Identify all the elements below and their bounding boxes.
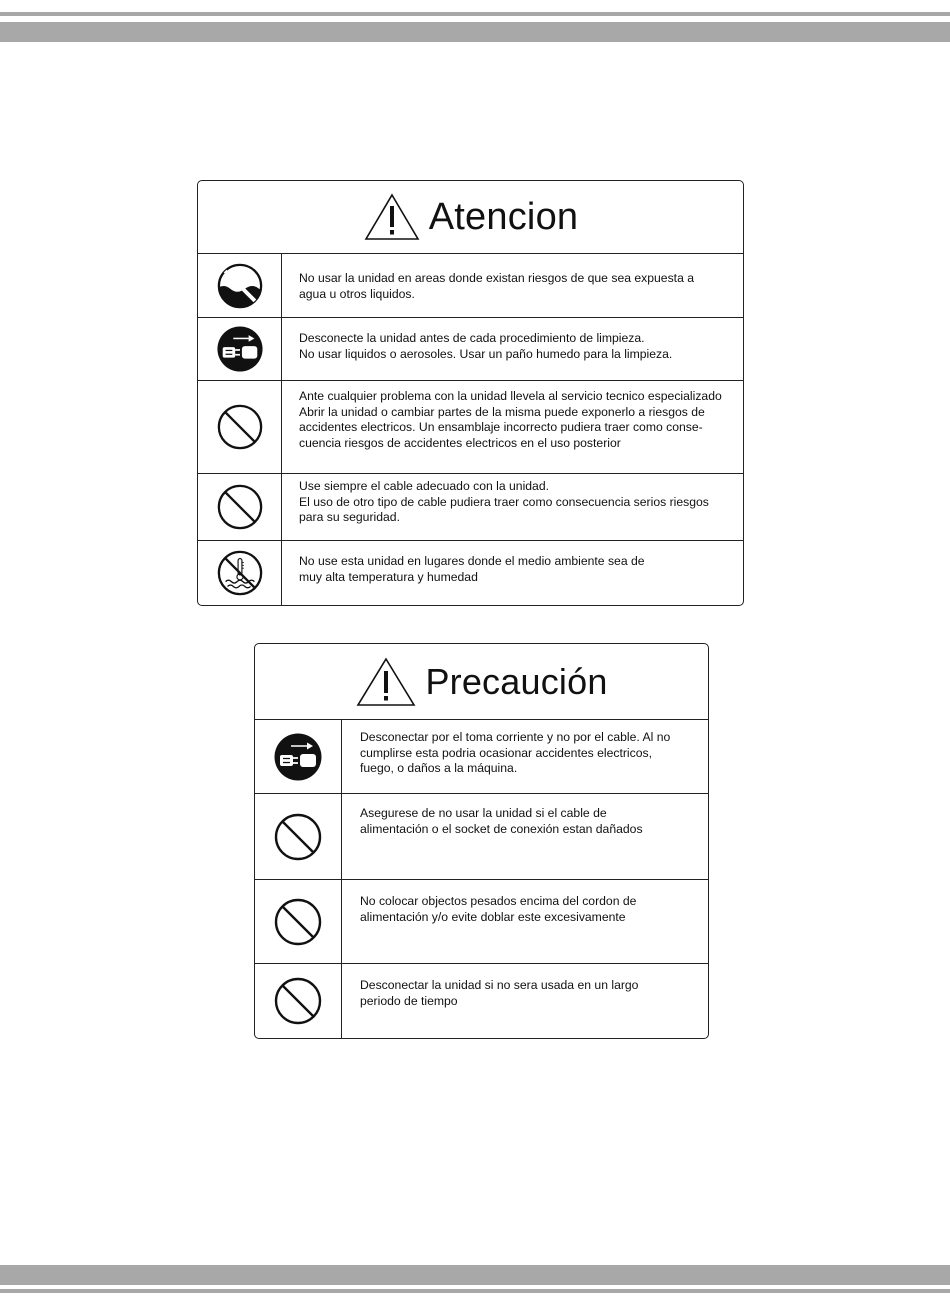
row-icon-cell	[198, 541, 282, 605]
caution-row	[255, 880, 708, 964]
row-text-line: Use siempre el cable adecuado con la unidad.	[299, 479, 550, 493]
row-icon-cell	[198, 318, 282, 380]
row-text-line: muy alta temperatura y humedad	[299, 569, 478, 584]
no-heat-humidity-icon	[216, 549, 264, 597]
top-rule	[0, 12, 950, 16]
row-text-line: alimentación o el socket de conexión estan dañados	[360, 821, 643, 836]
bottom-rule	[0, 1289, 950, 1293]
row-text-line: fuego, o daños a la máquina.	[360, 761, 518, 775]
attention-title: Atencion	[428, 195, 579, 238]
row-icon-cell	[198, 474, 282, 540]
row-text-line: cuencia riesgos de accidentes electricos en el uso posterior	[299, 435, 621, 450]
row-icon-cell	[198, 381, 282, 473]
caution-row	[255, 964, 708, 1038]
row-text	[299, 271, 694, 302]
caution-header	[255, 644, 708, 720]
attention-panel	[197, 180, 744, 606]
row-text	[360, 730, 670, 777]
row-text	[299, 479, 709, 526]
row-text	[299, 331, 672, 362]
attention-row	[198, 381, 743, 474]
row-text-line: accidentes electricos. Un ensamblaje incorrecto pudiera traer como conse-	[299, 420, 703, 434]
attention-row	[198, 318, 743, 381]
row-icon-cell	[255, 720, 342, 793]
row-text-line: Desconecte la unidad antes de cada procedimiento de limpieza.	[299, 331, 645, 345]
attention-row	[198, 254, 743, 318]
row-text-line: No colocar objectos pesados encima del cordon de	[360, 894, 637, 908]
row-text-line: No use esta unidad en lugares donde el medio ambiente sea de	[299, 554, 645, 568]
row-icon-cell	[255, 794, 342, 879]
row-text-line: No usar liquidos o aerosoles. Usar un paño humedo para la limpieza.	[299, 346, 673, 361]
row-text	[360, 978, 638, 1009]
prohibited-icon	[273, 897, 323, 947]
row-icon-cell	[198, 254, 282, 317]
row-text	[299, 389, 722, 451]
row-icon-cell	[255, 880, 342, 963]
no-liquid-icon	[216, 262, 264, 310]
row-text-line: Abrir la unidad o cambiar partes de la misma puede exponerlo a riesgos de	[299, 404, 705, 419]
prohibited-icon	[273, 976, 323, 1026]
attention-header	[198, 181, 743, 254]
row-text-line: agua u otros liquidos.	[299, 286, 415, 301]
row-text-line: periodo de tiempo	[360, 993, 458, 1008]
row-icon-cell	[255, 964, 342, 1038]
prohibited-icon	[273, 812, 323, 862]
row-text-line: No usar la unidad en areas donde existan riesgos de que sea expuesta a	[299, 271, 695, 285]
warning-triangle-icon	[355, 656, 417, 708]
row-text-line: cumplirse esta podria ocasionar accidentes electricos,	[360, 745, 652, 760]
unplug-icon	[216, 325, 264, 373]
row-text	[299, 554, 645, 585]
row-text-line: Ante cualquier problema con la unidad llevela al servicio tecnico especializado	[299, 389, 722, 403]
caution-row	[255, 720, 708, 794]
row-text	[360, 806, 643, 837]
unplug-icon	[273, 732, 323, 782]
prohibited-icon	[216, 483, 264, 531]
row-text-line: para su seguridad.	[299, 510, 400, 524]
row-text-line: alimentación y/o evite doblar este excesivamente	[360, 909, 626, 924]
caution-panel	[254, 643, 709, 1039]
row-text-line: El uso de otro tipo de cable pudiera traer como consecuencia serios riesgos	[299, 494, 709, 509]
row-text-line: Asegurese de no usar la unidad si el cable de	[360, 806, 607, 820]
row-text-line: Desconectar por el toma corriente y no por el cable. Al no	[360, 730, 671, 744]
prohibited-icon	[216, 403, 264, 451]
row-text	[360, 894, 636, 925]
caution-row	[255, 794, 708, 880]
bottom-band	[0, 1265, 950, 1285]
caution-title: Precaución	[425, 660, 608, 702]
top-band	[0, 22, 950, 42]
attention-row	[198, 541, 743, 605]
row-text-line: Desconectar la unidad si no sera usada en un largo	[360, 978, 639, 992]
warning-triangle-icon	[363, 192, 421, 242]
attention-row	[198, 474, 743, 541]
